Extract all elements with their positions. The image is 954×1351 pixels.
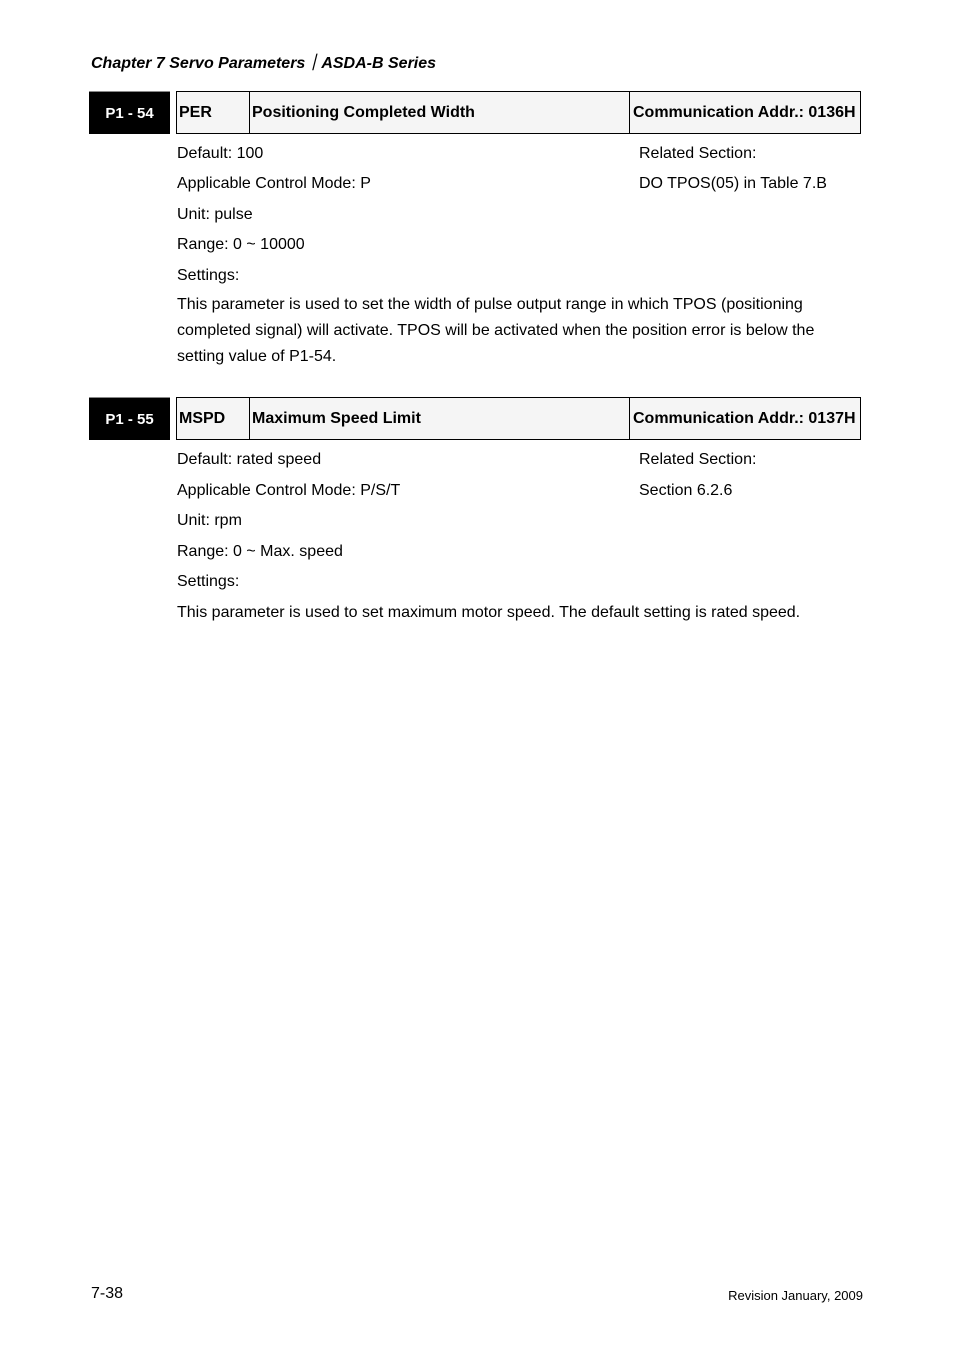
related-section-value: Section 6.2.6 [639, 482, 733, 499]
related-section-label: Related Section: [639, 451, 757, 468]
range: Range: 0 ~ Max. speed [177, 543, 343, 560]
default-value: Default: rated speed [177, 451, 322, 468]
related-section-value: DO TPOS(05) in Table 7.B [639, 175, 827, 192]
control-mode: Applicable Control Mode: P/S/T [177, 482, 401, 499]
parameter-name: Positioning Completed Width [250, 92, 630, 133]
parameter-block-p1-54 [89, 91, 861, 365]
parameter-code: P1 - 55 [89, 397, 170, 440]
default-value: Default: 100 [177, 145, 264, 162]
parameter-abbreviation: PER [177, 92, 250, 133]
parameter-name: Maximum Speed Limit [250, 398, 630, 439]
communication-address: Communication Addr.: 0136H [633, 103, 856, 121]
parameter-table [176, 91, 861, 134]
settings-description: This parameter is used to set the width of pulse output range in which TPOS (positioning completed signal) will activate. TPOS will be activated when the position error is below the setting value of P1-54. [177, 296, 815, 365]
parameter-block-p1-55 [89, 397, 861, 621]
unit: Unit: rpm [177, 512, 242, 529]
control-mode: Applicable Control Mode: P [177, 175, 371, 192]
settings-description: This parameter is used to set maximum motor speed. The default setting is rated speed. [177, 604, 801, 621]
communication-address: Communication Addr.: 0137H [633, 409, 856, 427]
page-number: 7-38 [91, 1285, 124, 1302]
parameter-header [89, 91, 861, 134]
parameter-code: P1 - 54 [89, 91, 170, 134]
parameter-header [89, 397, 861, 440]
chapter-header: Chapter 7 Servo Parameters｜ASDA-B Series [91, 55, 437, 72]
related-section-label: Related Section: [639, 145, 757, 162]
unit: Unit: pulse [177, 206, 253, 223]
revision-note: Revision January, 2009 [728, 1288, 863, 1303]
settings-label: Settings: [177, 267, 240, 284]
parameter-abbreviation: MSPD [177, 398, 250, 439]
settings-label: Settings: [177, 573, 240, 590]
parameter-table [176, 397, 861, 440]
range: Range: 0 ~ 10000 [177, 236, 305, 253]
